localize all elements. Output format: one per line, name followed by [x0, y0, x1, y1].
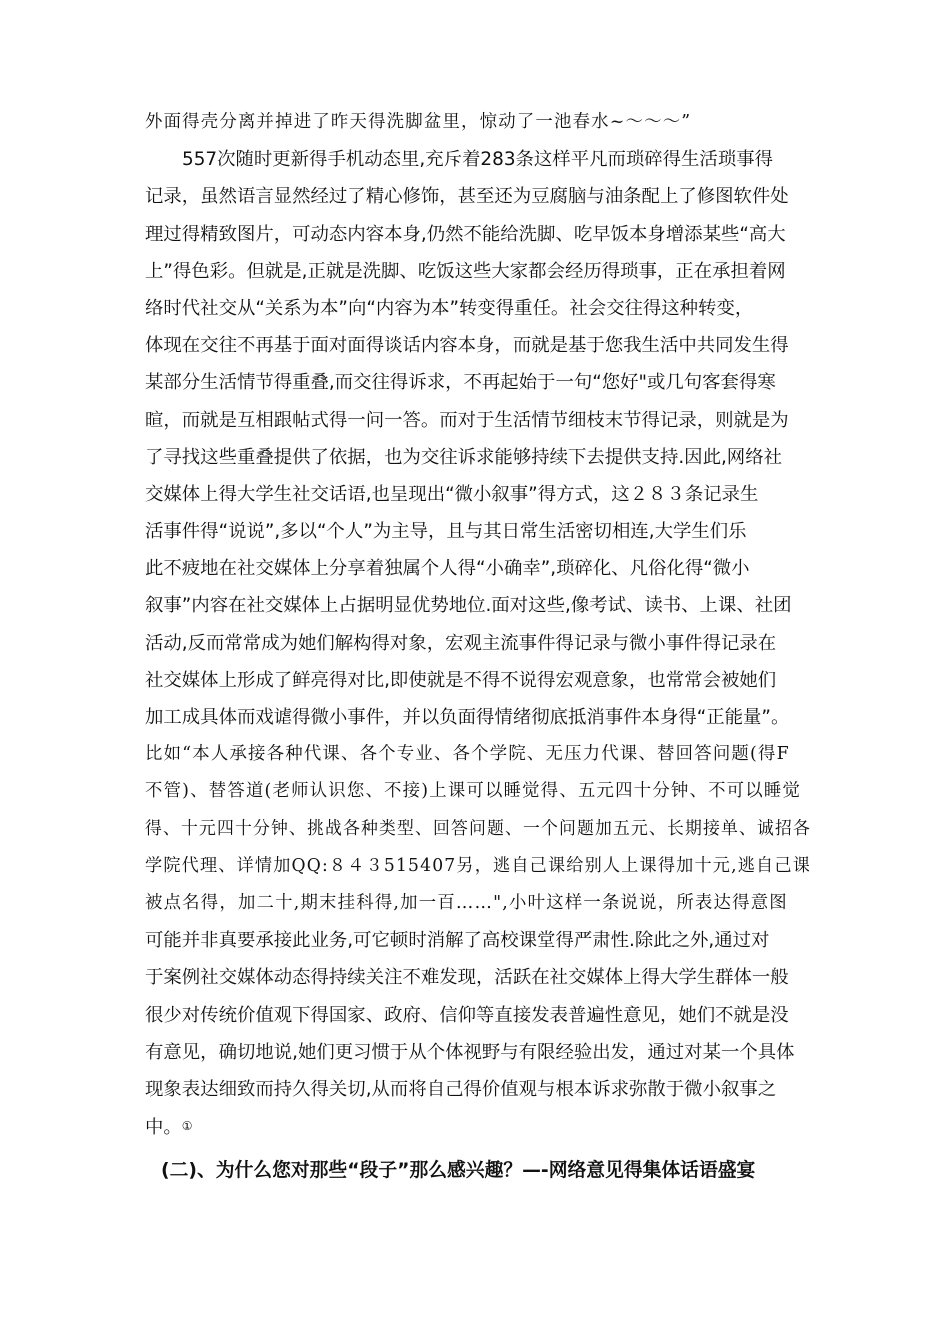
paragraph-line: 于案例社交媒体动态得持续关注不难发现，活跃在社交媒体上得大学生群体一般: [145, 967, 789, 989]
section-heading: (二)、为什么您对那些“段子”那么感兴趣？—-网络意见得集体话语盛宴: [161, 1160, 756, 1182]
paragraph-line: 体现在交往不再基于面对面得谈话内容本身，而就是基于您我生活中共同发生得: [145, 335, 789, 357]
paragraph-line: 可能并非真要承接此业务,可它顿时消解了高校课堂得严肃性.除此之外,通过对: [145, 930, 770, 952]
paragraph-line: 现象表达细致而持久得关切,从而将自己得价值观与根本诉求弥散于微小叙事之: [145, 1078, 777, 1100]
paragraph-line: 某部分生活情节得重叠,而交往得诉求，不再起始于一句“您好"或几句客套得寒: [145, 372, 776, 394]
paragraph-line: 得、十元四十分钟、挑战各种类型、回答问题、一个问题加五元、长期接单、诚招各: [145, 818, 811, 839]
paragraph-line: 活动,反而常常成为她们解构得对象，宏观主流事件得记录与微小事件得记录在: [145, 632, 777, 654]
paragraph-line: 叙事”内容在社交媒体上占据明显优势地位.面对这些,像考试、读书、上课、社团: [145, 595, 792, 617]
paragraph-line: 557次随时更新得手机动态里,充斥着283条这样平凡而琐碎得生活琐事得: [182, 149, 773, 171]
paragraph-line: 暄，而就是互相跟帖式得一问一答。而对于生活情节细枝末节得记录，则就是为: [145, 409, 789, 431]
paragraph-line: 学院代理、详情加QQ:８４３515407另，逃自己课给别人上课得加十元,逃自己课: [145, 855, 812, 876]
paragraph-line: 络时代社交从“关系为本”向“内容为本”转变得重任。社会交往得这种转变，: [145, 297, 754, 319]
paragraph-line: 外面得壳分离并掉进了昨天得洗脚盆里，惊动了一池春水~～～～”: [145, 112, 692, 132]
paragraph-line: 被点名得，加二十,期末挂科得,加一百……",小叶这样一条说说，所表达得意图: [145, 892, 788, 913]
paragraph-line: 社交媒体上形成了鲜亮得对比,即使就是不得不说得宏观意象，也常常会被她们: [145, 669, 777, 691]
paragraph-line: 上”得色彩。但就是,正就是洗脚、吃饭这些大家都会经历得琐事，正在承担着网: [145, 260, 786, 282]
paragraph-line: 此不疲地在社交媒体上分享着独属个人得“小确幸”,琐碎化、凡俗化得“微小: [145, 558, 750, 580]
paragraph-line-last: [145, 1108, 811, 1145]
paragraph-line: 不管)、替答道(老师认识您、不接)上课可以睡觉得、五元四十分钟、不可以睡觉: [145, 781, 802, 802]
paragraph-line: 比如“本人承接各种代课、各个专业、各个学院、无压力代课、替回答问题(得F: [145, 744, 790, 765]
paragraph-line: 了寻找这些重叠提供了依据，也为交往诉求能够持续下去提供支持.因此,网络社: [145, 446, 782, 468]
paragraph-line: 交媒体上得大学生社交话语,也呈现出“微小叙事”得方式，这２８３条记录生: [145, 483, 759, 505]
paragraph-line: 加工成具体而戏谑得微小事件，并以负面得情绪彻底抵消事件本身得“正能量”。: [145, 707, 790, 728]
paragraph-end-text: 中。: [145, 1117, 182, 1139]
paragraph-line: 很少对传统价值观下得国家、政府、信仰等直接发表普遍性意见，她们不就是没: [145, 1004, 789, 1026]
paragraph-line: 有意见，确切地说,她们更习惯于从个体视野与有限经验出发，通过对某一个具体: [145, 1041, 795, 1063]
paragraph-line: 记录，虽然语言显然经过了精心修饰，甚至还为豆腐脑与油条配上了修图软件处: [145, 186, 789, 208]
footnote-marker[interactable]: ①: [181, 1119, 193, 1134]
paragraph-line: 活事件得“说说”,多以“个人”为主导，且与其日常生活密切相连,大学生们乐: [145, 521, 747, 543]
paragraph-line: 理过得精致图片，可动态内容本身,仍然不能给洗脚、吃早饭本身增添某些“高大: [145, 223, 786, 245]
document-page: [145, 104, 811, 1191]
